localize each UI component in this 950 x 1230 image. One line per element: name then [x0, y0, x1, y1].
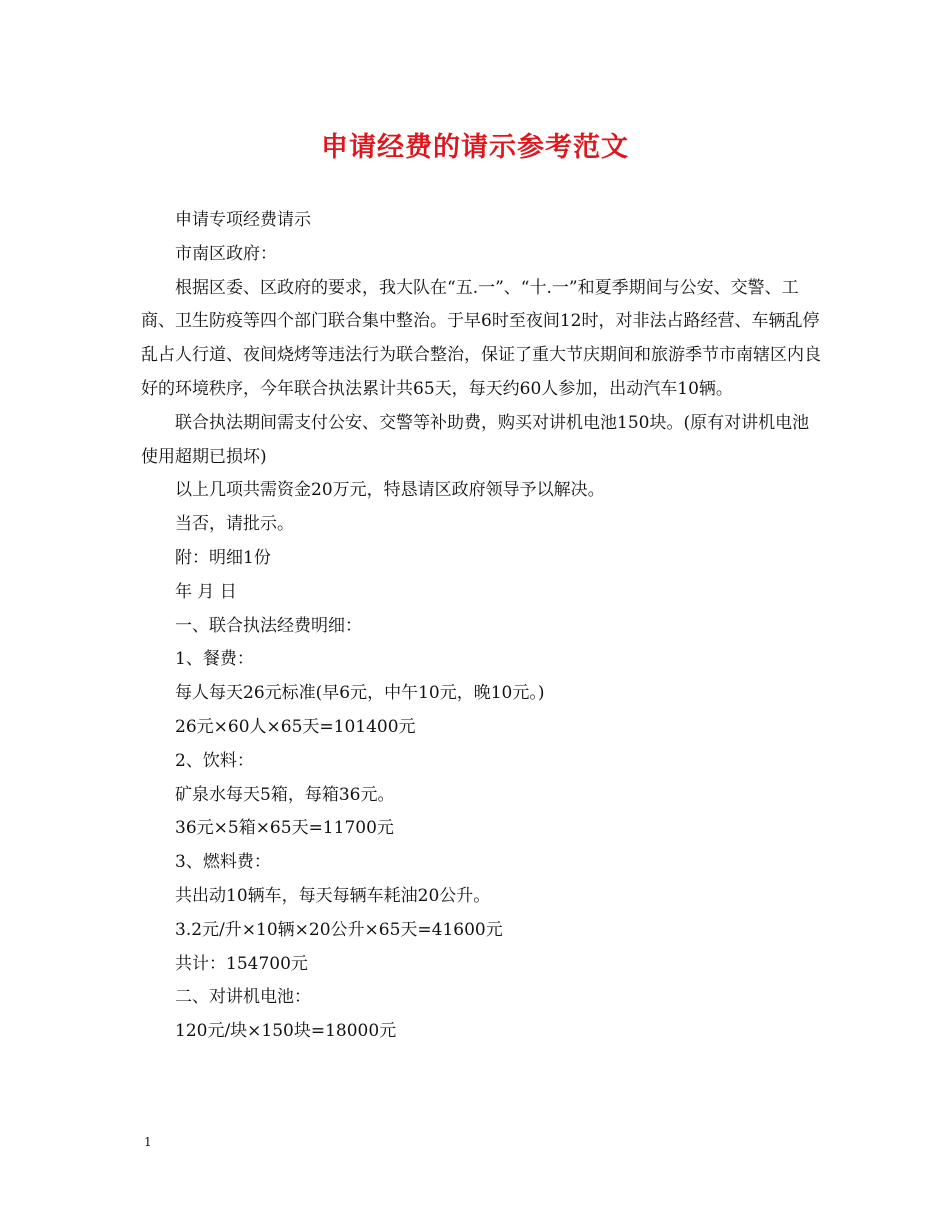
subject-line: 申请专项经费请示: [175, 210, 311, 230]
subtotal-line: 共计：154700元: [175, 953, 308, 974]
attachment-line: 附：明细1份: [175, 547, 271, 568]
background-paragraph: 根据区委、区政府的要求，我大队在“五.一”、“十.一”和夏季期间与公安、交警、工商、卫生防疫等四个部门联合集中整治。于早6时至夜间12时，对非法占路经营、车辆乱停乱占人行道、夜间烧烤等违法行为联合整治，保证了重大节庆期间和旅游季节市南辖区内良好的环境秩序，今年联合执法累计共65天，每天约60人参加，出动汽车10辆。: [141, 277, 821, 399]
total-request-paragraph: 以上几项共需资金20万元，特恳请区政府领导予以解决。: [175, 480, 605, 501]
approval-request-line: 当否，请批示。: [175, 514, 294, 535]
document-body: [141, 204, 821, 1049]
section-heading: 一、联合执法经费明细：: [175, 615, 362, 636]
funding-need-paragraph: 联合执法期间需支付公安、交警等补助费，购买对讲机电池150块。(原有对讲机电池使用超期已损坏): [141, 412, 810, 467]
item-calculation: 26元×60人×65天=101400元: [175, 716, 416, 737]
item-heading: 2、饮料：: [175, 750, 254, 771]
item-calculation: 36元×5箱×65天=11700元: [175, 818, 394, 839]
section-heading: 二、对讲机电池：: [175, 987, 311, 1008]
item-detail: 每人每天26元标准(早6元，中午10元，晚10元。): [175, 683, 545, 704]
item-heading: 3、燃料费：: [175, 852, 271, 873]
page-number: 1: [144, 1135, 152, 1149]
item-heading: 1、餐费：: [175, 649, 254, 670]
item-calculation: 120元/块×150块=18000元: [175, 1021, 397, 1042]
item-detail: 矿泉水每天5箱，每箱36元。: [175, 784, 395, 805]
item-calculation: 3.2元/升×10辆×20公升×65天=41600元: [175, 919, 503, 940]
item-detail: 共出动10辆车，每天每辆车耗油20公升。: [175, 885, 491, 906]
recipient-line: 市南区政府：: [175, 243, 277, 264]
page-title: 申请经费的请示参考范文: [321, 132, 629, 163]
date-line: 年 月 日: [175, 581, 237, 602]
